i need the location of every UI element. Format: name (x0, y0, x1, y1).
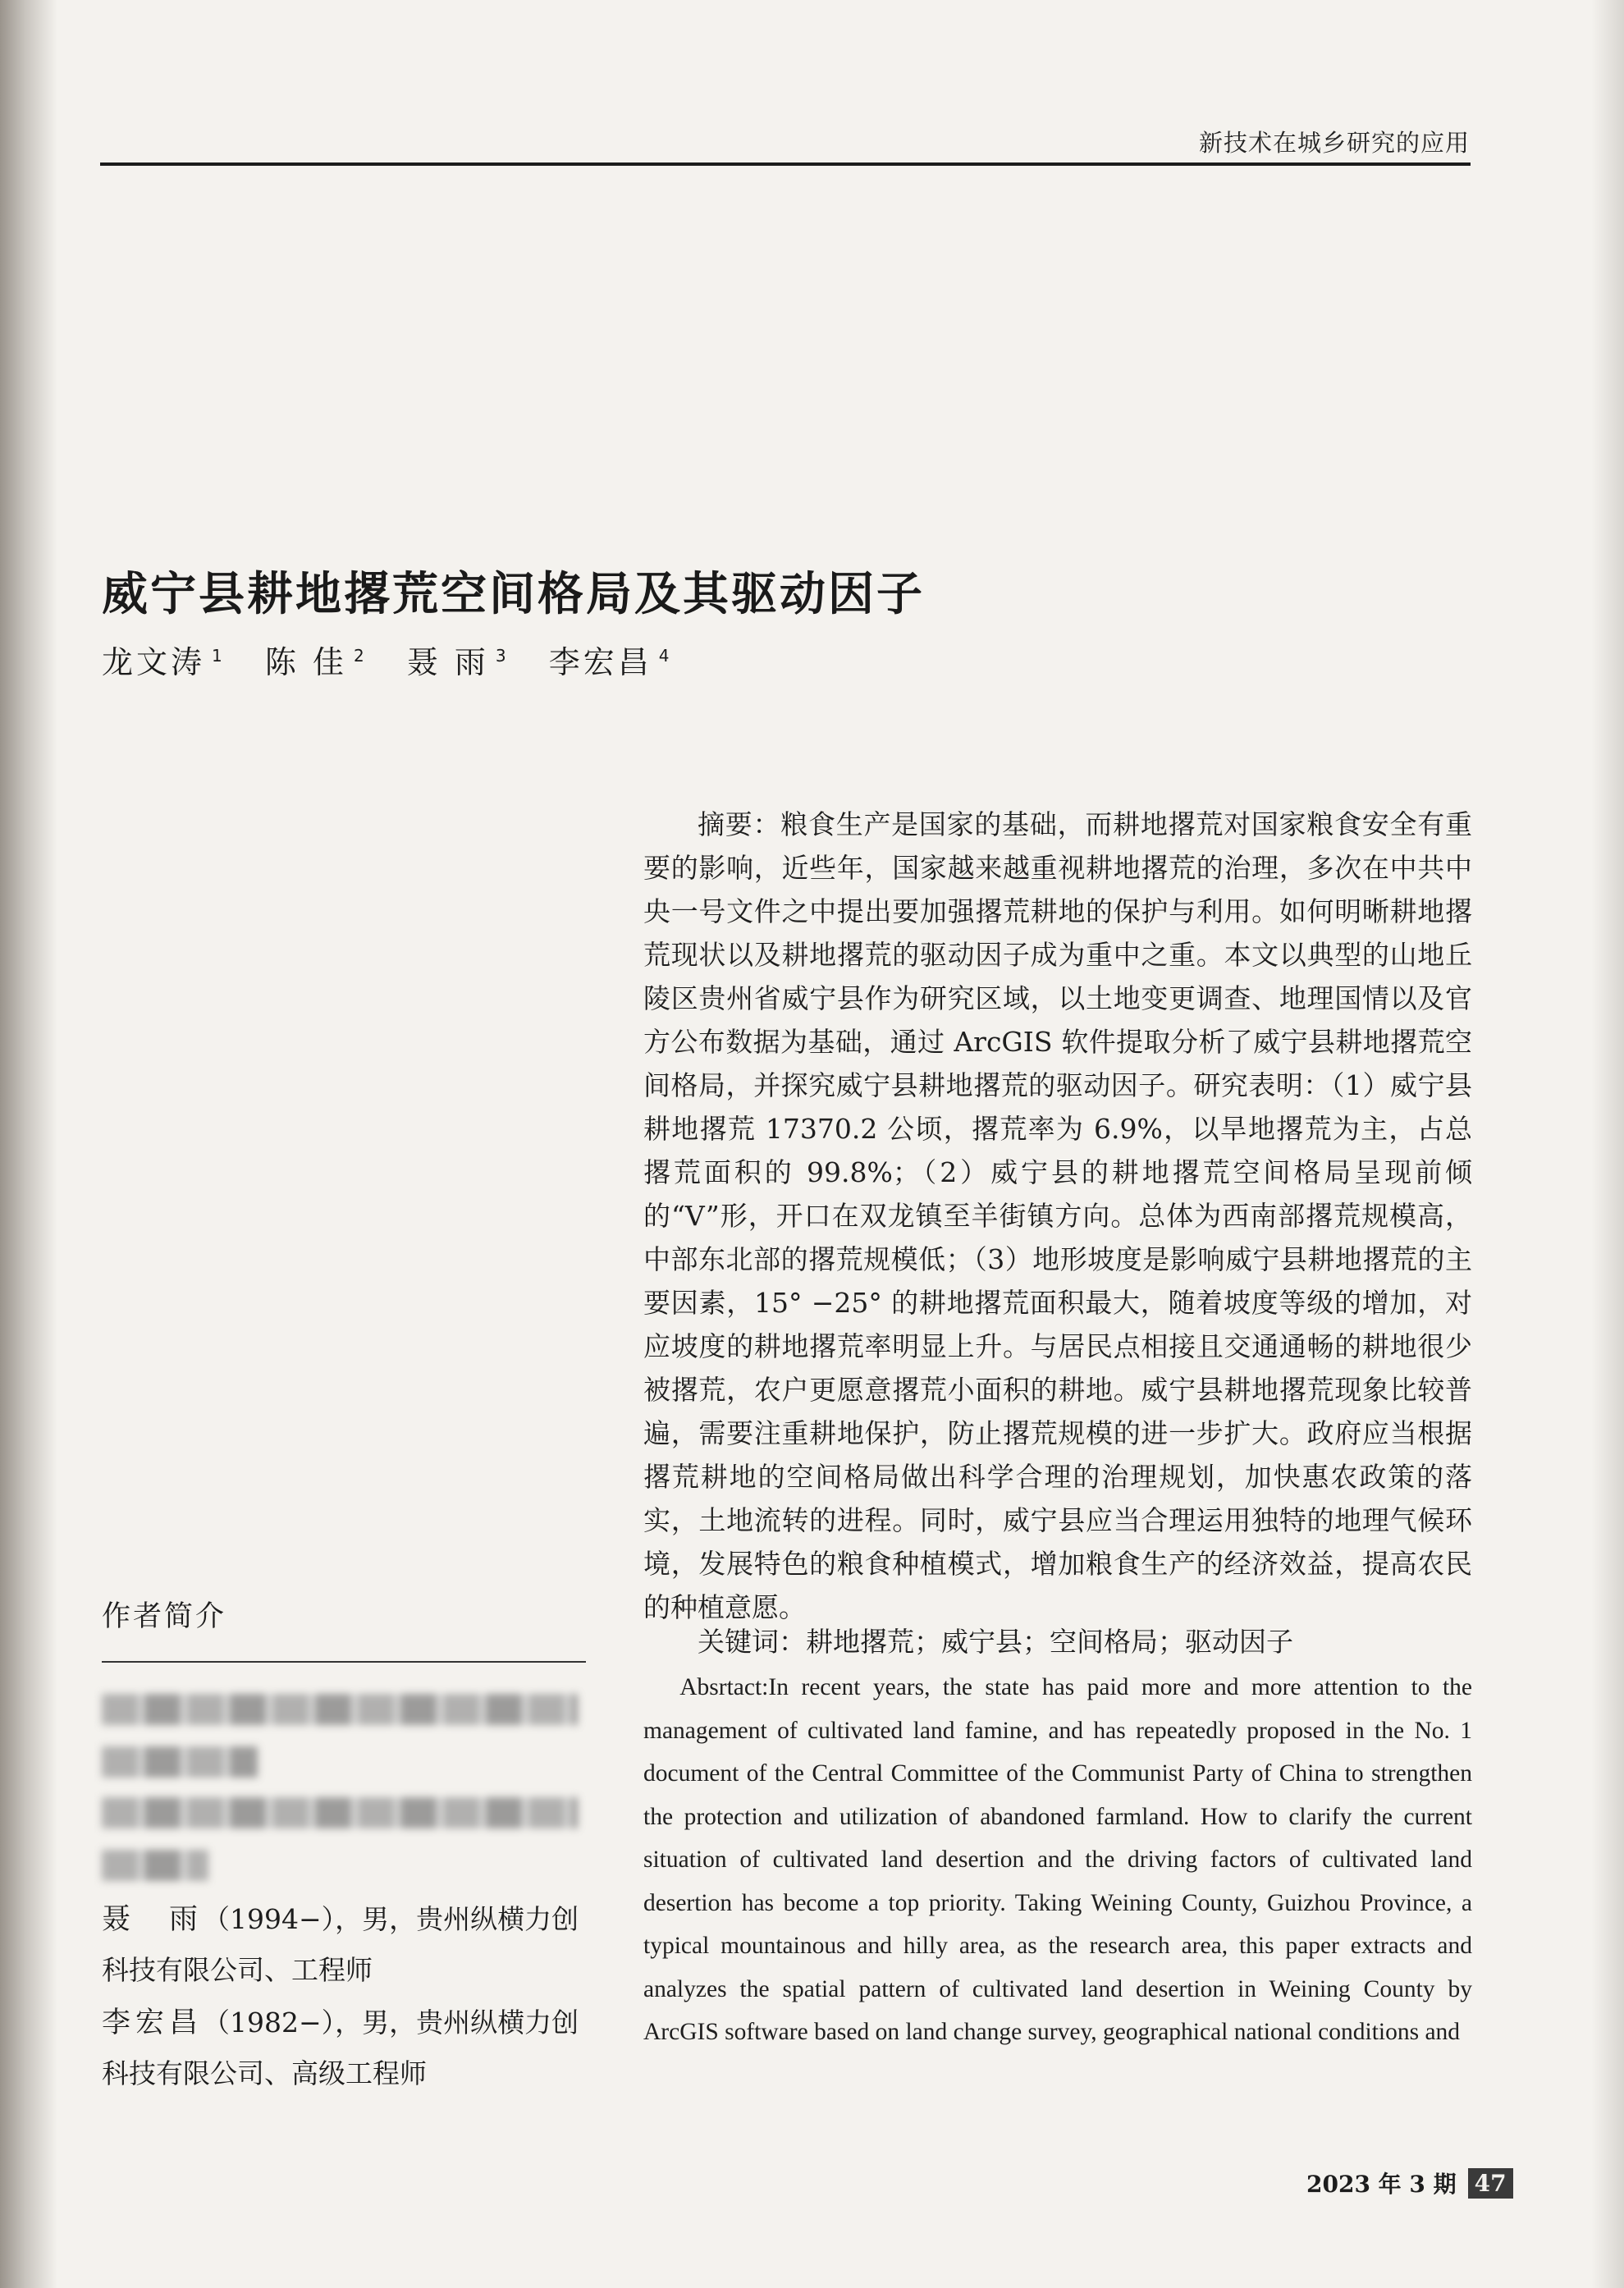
author-list (102, 637, 698, 682)
article-title: 威宁县耕地撂荒空间格局及其驱动因子 (102, 568, 925, 621)
issue-label: 2023 年 3 期 (1306, 2171, 1457, 2198)
author-bio-heading: 作者简介 (102, 1600, 227, 1633)
redacted-bio-line (102, 1797, 578, 1828)
author: 李宏昌 $^4$ (548, 644, 670, 680)
author: 聂 雨 $^3$ (406, 644, 506, 680)
author-bio-entry: 李宏昌（1982−），男，贵州纵横力创科技有限公司、高级工程师 (102, 2007, 579, 2089)
page-number: 47 (1468, 2168, 1513, 2199)
header-rule (100, 162, 1471, 166)
page-binding-shadow (0, 0, 57, 2288)
author-bio-entry: 聂 雨（1994−），男，贵州纵横力创科技有限公司、工程师 (102, 1903, 579, 1986)
abstract-english: Absrtact:In recent years, the state has paid more and more attention to the management of cultivated land famine, and has repeatedly proposed in the No. 1 document of the Central Committee of the Communist Party of China to strengthen the protection and utilization of abandoned farmland. How to clarify the current situation of cultivated land desertion and the driving factors of cultivated land desertion has become a top priority. Taking Weining County, Guizhou Province, a typical mountainous and hilly area, as the research area, this paper extracts and analyzes the spatial pattern of cultivated land desertion in Weining County by ArcGIS software based on land change survey, geographical national conditions and (643, 1674, 1472, 2045)
keywords: 关键词：耕地撂荒；威宁县；空间格局；驱动因子 (698, 1626, 1293, 1658)
abstract-chinese: 摘要：粮食生产是国家的基础，而耕地撂荒对国家粮食安全有重要的影响，近些年，国家越来越重视耕地撂荒的治理，多次在中共中央一号文件之中提出要加强撂荒耕地的保护与利用。如何明晰耕地撂荒现状以及耕地撂荒的驱动因子成为重中之重。本文以典型的山地丘陵区贵州省威宁县作为研究区域，以土地变更调查、地理国情以及官方公布数据为基础，通过 ArcGIS 软件提取分析了威宁县耕地撂荒空间格局，并探究威宁县耕地撂荒的驱动因子。研究表明：（1）威宁县耕地撂荒 17370.2 公顷，撂荒率为 6.9%，以旱地撂荒为主，占总撂荒面积的 99.8%；（2）威宁县的耕地撂荒空间格局呈现前倾的“V”形，开口在双龙镇至羊街镇方向。总体为西南部撂荒规模高，中部东北部的撂荒规模低；（3）地形坡度是影响威宁县耕地撂荒的主要因素，15° −25° 的耕地撂荒面积最大，随着坡度等级的增加，对应坡度的耕地撂荒率明显上升。与居民点相接且交通通畅的耕地很少被撂荒，农户更愿意撂荒小面积的耕地。威宁县耕地撂荒现象比较普遍，需要注重耕地保护，防止撂荒规模的进一步扩大。政府应当根据撂荒耕地的空间格局做出科学合理的治理规划，加快惠农政策的落实，土地流转的进程。同时，威宁县应当合理运用独特的地理气候环境，发展特色的粮食种植模式，增加粮食生产的经济效益，提高农民的种植意愿。 (643, 808, 1472, 1623)
running-head: 新技术在城乡研究的应用 (1198, 129, 1470, 157)
author-bio-rule (102, 1661, 586, 1663)
author: 陈 佳 $^2$ (264, 644, 364, 680)
redacted-bio-line (102, 1694, 578, 1725)
redacted-bio-line (102, 1746, 258, 1778)
page-edge-shadow (1591, 0, 1624, 2288)
page-footer (1306, 2167, 1513, 2199)
redacted-bio-line (102, 1850, 208, 1881)
author: 龙文涛 $^1$ (102, 644, 222, 680)
